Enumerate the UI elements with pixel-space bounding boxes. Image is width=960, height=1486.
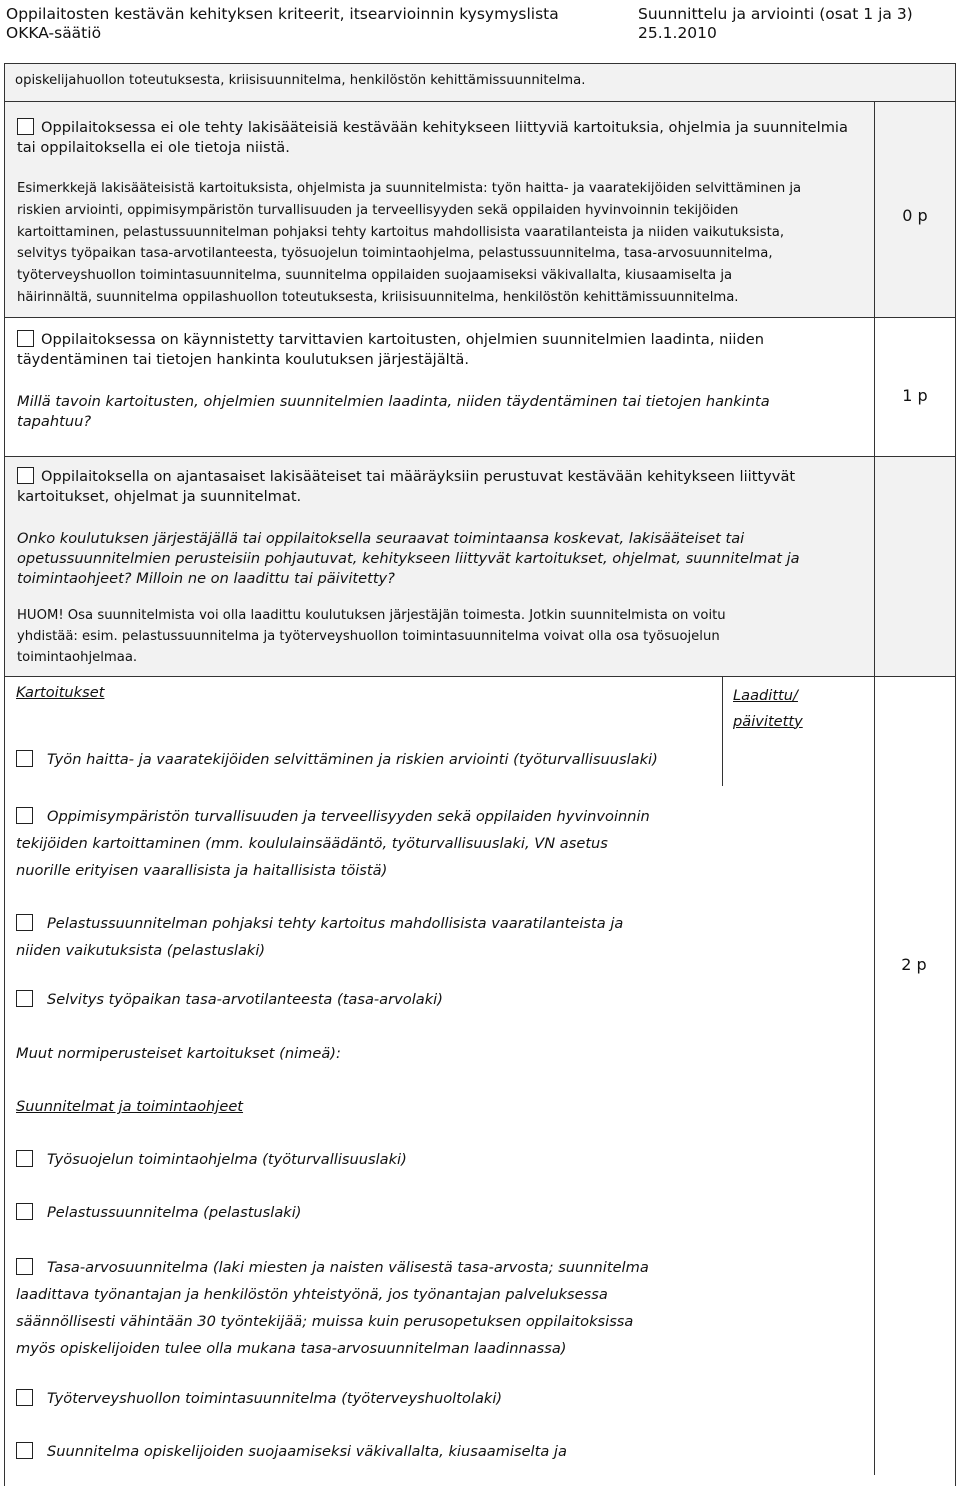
level-0-box <box>4 101 956 318</box>
checkbox-icon[interactable] <box>17 118 34 135</box>
document-date: 25.1.2010 <box>638 24 717 42</box>
checkbox-icon[interactable] <box>16 914 33 931</box>
level-1-points: 1 p <box>902 386 928 405</box>
survey-item: Selvitys työpaikan tasa-arvotilanteesta (tasa-arvolaki) <box>16 990 716 1010</box>
plan-item: Suunnitelma opiskelijoiden suojaamiseksi väkivallalta, kiusaamiselta ja <box>16 1442 716 1462</box>
checkbox-icon[interactable] <box>17 330 34 347</box>
survey-item: Työn haitta- ja vaaratekijöiden selvittäminen ja riskien arviointi (työturvallisuuslaki) <box>16 750 716 770</box>
checkbox-icon[interactable] <box>16 1442 33 1459</box>
other-surveys-label: Muut normiperusteiset kartoitukset (nimeä): <box>16 1045 341 1062</box>
checkbox-icon[interactable] <box>16 1203 33 1220</box>
previous-criterion-text: opiskelijahuollon toteutuksesta, kriisisuunnitelma, henkilöstön kehittämissuunnitelma. <box>15 73 586 88</box>
plans-heading: Suunnitelmat ja toimintaohjeet <box>16 1098 244 1115</box>
plan-item: Tasa-arvosuunnitelma (laki miesten ja naisten välisestä tasa-arvosta; suunnitelma laadittava työnantajan ja henkilöstön yhteistyönä, jos työnantajan palveluksessa säännöllisesti vähintään 30 työntekijää; muissa kuin perusopetuksen oppilaitoksissa myös opiskelijoiden tulee olla mukana tasa-arvosuunnitelman laadinnassa) <box>16 1259 649 1357</box>
survey-item: Oppimisympäristön turvallisuuden ja terveellisyyden sekä oppilaiden hyvinvoinnin tekijöiden kartoittaminen (mm. koululainsäädäntö, työturvallisuuslaki, VN asetus nuorille erityisen vaarallisista ja haitallisista töistä) <box>16 808 650 879</box>
organization-name: OKKA-säätiö <box>6 24 102 42</box>
level-2-statement: Oppilaitoksella on ajantasaiset lakisääteiset tai määräyksiin perustuvat kestävään kehitykseen liittyvät kartoitukset, ohjelmat ja suunnitelmat. <box>17 468 796 506</box>
page-header <box>6 2 956 44</box>
surveys-heading: Kartoitukset <box>16 684 105 701</box>
level-0-examples: Esimerkkejä lakisääteisistä kartoituksista, ohjelmista ja suunnitelmista: työn haitta- ja vaaratekijöiden selvittäminen ja riskien arviointi, oppimisympäristön turvallisuuden ja terveellisyyden sekä oppilaiden hyvinvoinnin tekijöiden kartoittaminen, pelastussuunnitelman pohjaksi tehty kartoitus mahdollisista vaaratilanteista ja niiden vaikutuksista, selvitys työpaikan tasa-arvotilanteesta, työsuojelun toimintaohjelma, pelastussuunnitelma, tasa-arvosuunnitelma, työterveyshuollon toimintasuunnitelma, suunnitelma oppilaiden suojaamiseksi väkivallalta, kiusaamiselta ja häirinnältä, suunnitelma oppilashuollon toteutuksesta, kriisisuunnitelma, henkilöstön kehittämissuunnitelma. <box>17 181 802 305</box>
survey-item: Pelastussuunnitelman pohjaksi tehty kartoitus mahdollisista vaaratilanteista ja niiden vaikutuksista (pelastuslaki) <box>16 915 624 959</box>
document-title: Oppilaitosten kestävän kehityksen kriteerit, itsearvioinnin kysymyslista <box>6 5 559 23</box>
level-0-statement: Oppilaitoksessa ei ole tehty lakisääteisiä kestävään kehitykseen liittyviä kartoituksia, ohjelmia ja suunnitelmia tai oppilaitoksella ei ole tietoja niistä. <box>17 119 848 157</box>
updated-heading: Laadittu/ päivitetty <box>733 687 803 730</box>
level-1-question: Millä tavoin kartoitusten, ohjelmien suunnitelmien laadinta, niiden täydentäminen tai tietojen hankinta tapahtuu? <box>17 393 770 431</box>
plan-item: Työsuojelun toimintaohjelma (työturvallisuuslaki) <box>16 1150 716 1170</box>
checkbox-icon[interactable] <box>16 1389 33 1406</box>
plan-item: Työterveyshuollon toimintasuunnitelma (työterveyshuoltolaki) <box>16 1389 716 1409</box>
level-2-list-box <box>4 676 956 1486</box>
checkbox-icon[interactable] <box>16 1150 33 1167</box>
checkbox-icon[interactable] <box>16 990 33 1007</box>
checkbox-icon[interactable] <box>16 750 33 767</box>
level-2-note: HUOM! Osa suunnitelmista voi olla laadittu koulutuksen järjestäjän toimesta. Jotkin suunnitelmista on voitu yhdistää: esim. pelastussuunnitelma ja työterveyshuollon toimintasuunnitelma voivat olla osa työsuojelun toimintaohjelmaa. <box>17 608 726 666</box>
level-1-statement: Oppilaitoksessa on käynnistetty tarvittavien kartoitusten, ohjelmien suunnitelmien laadinta, niiden täydentäminen tai tietojen hankinta koulutuksen järjestäjältä. <box>17 331 764 369</box>
checkbox-icon[interactable] <box>17 467 34 484</box>
checkbox-icon[interactable] <box>16 807 33 824</box>
level-1-box <box>4 317 956 457</box>
updated-column-divider <box>722 676 723 786</box>
plan-item: Pelastussuunnitelma (pelastuslaki) <box>16 1203 716 1223</box>
level-2-question: Onko koulutuksen järjestäjällä tai oppilaitoksella seuraavat toimintaansa koskevat, lakisääteiset tai opetussuunnitelmien perusteisiin pohjautuvat, kehitykseen liittyvät kartoitukset, ohjelmat, suunnitelmat ja toimintaohjeet? Milloin ne on laadittu tai päivitetty? <box>17 530 800 588</box>
level-2-points: 2 p <box>901 955 927 974</box>
level-2-intro-box <box>4 456 956 677</box>
level-0-points: 0 p <box>902 206 928 225</box>
checkbox-icon[interactable] <box>16 1258 33 1275</box>
previous-criterion-box <box>4 63 956 102</box>
points-column-divider <box>874 456 875 1475</box>
points-column-divider <box>874 101 875 457</box>
section-title: Suunnittelu ja arviointi (osat 1 ja 3) <box>638 5 913 23</box>
